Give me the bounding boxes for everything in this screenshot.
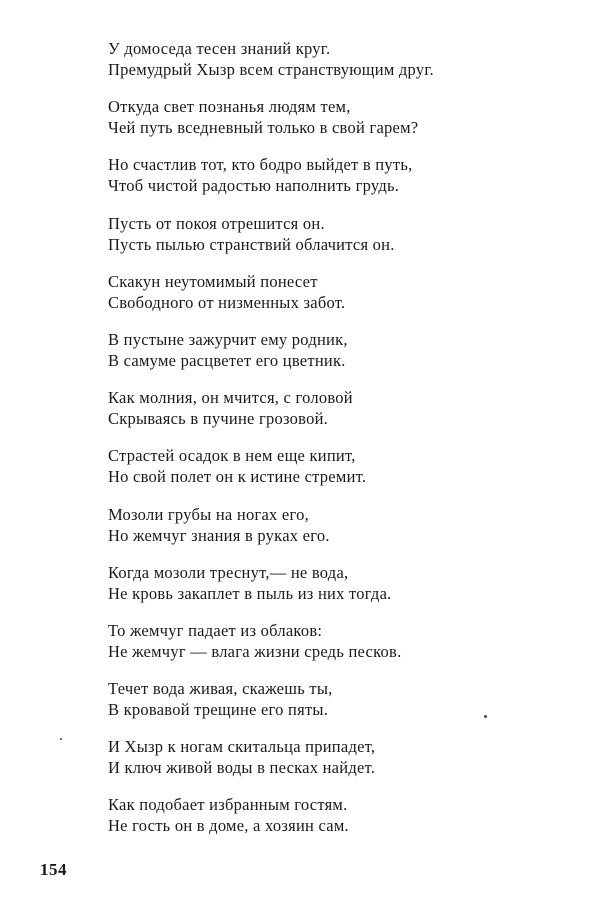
poem-line: То жемчуг падает из облаков: [108,620,323,640]
stanza-12 [108,678,548,736]
poem-line: Пусть от покоя отрешится он. [108,213,325,233]
poem-line: Когда мозоли треснут,— не вода, [108,562,349,582]
poem-line: Мозоли грубы на ногах его, [108,504,309,524]
stanza-3 [108,154,548,212]
poem-line: Премудрый Хызр всем странствующим друг. [108,60,434,79]
stanza-11 [108,620,548,678]
stanza-1 [108,38,548,96]
stanza-5 [108,271,548,329]
poem-line: Чтоб чистой радостью наполнить грудь. [108,176,400,196]
stanza-4 [108,213,548,271]
poem-line: Свободного от низменных забот. [108,292,346,312]
poem-line: В самуме расцветет его цветник. [108,350,346,370]
stanza-10 [108,562,548,620]
poem-line: Не гость он в доме, а хозяин сам. [108,816,349,836]
poem-line: Как подобает избранным гостям. [108,795,348,815]
poem-line: И ключ живой воды в песках найдет. [108,758,376,778]
poem-line: Но жемчуг знания в руках его. [108,525,330,545]
poem-line: Страстей осадок в нем еще кипит, [108,446,356,466]
poem-line: В пустыне зажурчит ему родник, [108,329,348,349]
poem-line: Откуда свет познанья людям тем, [108,97,351,117]
stanza-8 [108,445,548,503]
poem-line: И Хызр к ногам скитальца припадет, [108,737,376,757]
print-speck [484,715,487,718]
poem-line: Как молния, он мчится, с головой [108,388,353,408]
poem [108,38,548,853]
poem-line: В кровавой трещине его пяты. [108,700,329,720]
poem-line: У домоседа тесен знаний круг. [108,39,331,58]
stanza-13 [108,736,548,794]
poem-line: Чей путь вседневный только в свой гарем? [108,118,419,138]
poem-line: Пусть пылью странствий облачится он. [108,234,395,254]
stanza-7 [108,387,548,445]
poem-line: Но свой полет он к истине стремит. [108,467,367,487]
poem-line: Скакун неутомимый понесет [108,271,318,291]
poem-line: Скрываясь в пучине грозовой. [108,409,329,429]
print-speck [60,738,62,740]
stanza-6 [108,329,548,387]
poem-line: Но счастлив тот, кто бодро выйдет в путь, [108,155,413,175]
stanza-14 [108,794,548,852]
poem-line: Не кровь закаплет в пыль из них тогда. [108,583,392,603]
page-number: 154 [40,860,67,879]
poem-line: Течет вода живая, скажешь ты, [108,679,333,699]
stanza-9 [108,504,548,562]
stanza-2 [108,96,548,154]
poem-line: Не жемчуг — влага жизни средь песков. [108,641,402,661]
